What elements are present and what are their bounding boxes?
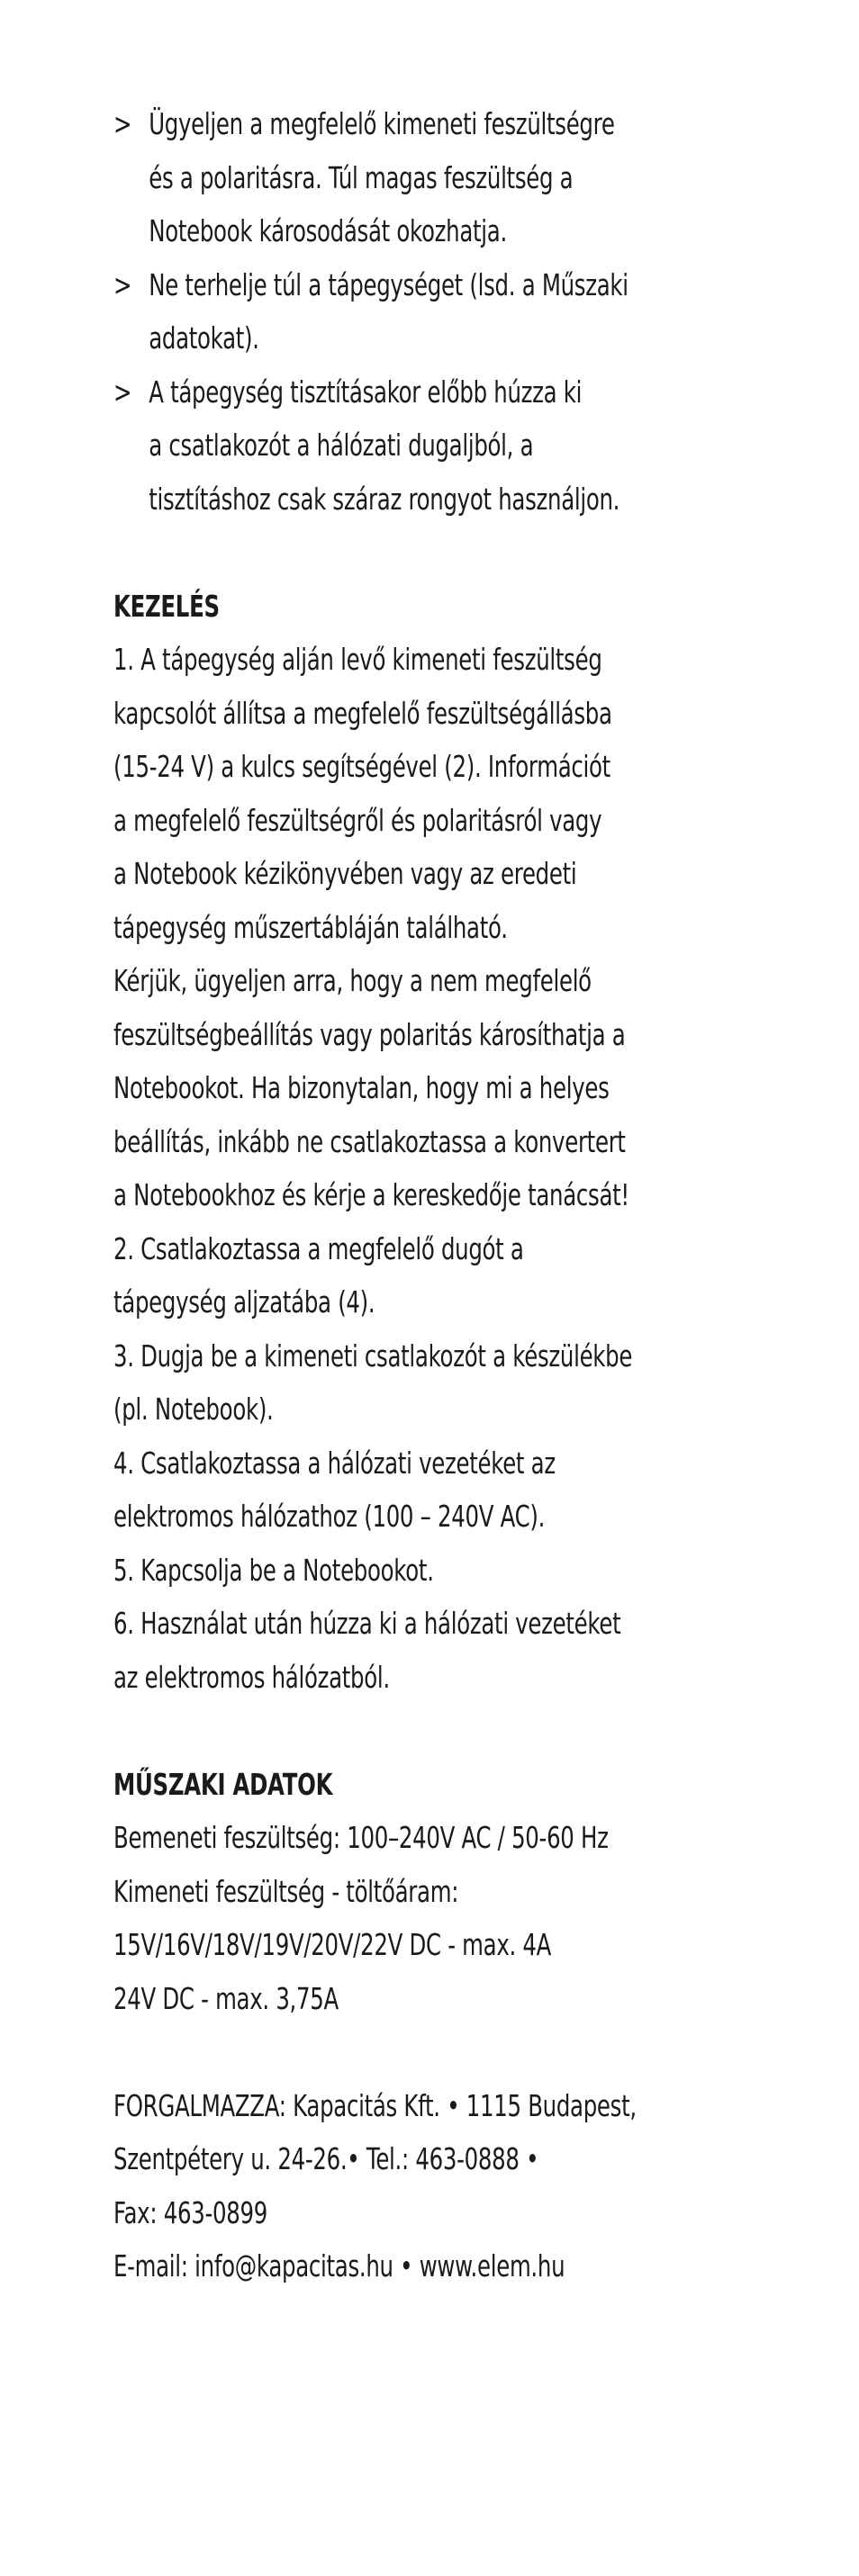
section-spacer: [113, 2025, 798, 2079]
fax-line: Fax: 463-0899: [113, 2194, 267, 2230]
distributor-line: FORGALMAZZA: Kapacitás Kft. • 1115 Budapest,: [113, 2087, 637, 2123]
instruction-step: 4. Csatlakoztassa a hálózati vezetéket az elektromos hálózathoz (100 – 240V AC).: [113, 1445, 556, 1534]
instruction-step: 1. A tápegység alján levő kimeneti feszültség kapcsolót állítsa a megfelelő feszültségállásba (15-24 V) a kulcs segítségével (2). Információt a megfelelő feszültségről és polaritásról vagy a Notebook kézikönyvében vagy az eredeti tápegység műszertábláján található.: [113, 642, 612, 945]
bullet-item: [113, 365, 798, 527]
instruction-step: 3. Dugja be a kimeneti csatlakozót a készülékbe (pl. Notebook).: [113, 1338, 633, 1427]
spec-line: Bemeneti feszültség: 100–240V AC / 50-60 Hz: [113, 1820, 609, 1855]
bullet-marker: >: [113, 374, 132, 410]
spec-line: 24V DC - max. 3,75A: [113, 1980, 339, 2016]
spec-line: Kimeneti feszültség - töltőáram:: [113, 1873, 459, 1909]
manual-text: [113, 97, 798, 2293]
safety-bullet-list: [113, 97, 798, 526]
instruction-step: 5. Kapcsolja be a Notebookot.: [113, 1552, 434, 1588]
bullet-item: [113, 258, 798, 365]
section-heading-kezeles: KEZELÉS: [113, 588, 220, 624]
address-line: Szentpétery u. 24-26.• Tel.: 463-0888 •: [113, 2141, 539, 2176]
bullet-marker: >: [113, 106, 132, 141]
bullet-marker: >: [113, 266, 132, 302]
manual-page: [113, 97, 798, 2293]
instruction-step: 6. Használat után húzza ki a hálózati vezetéket az elektromos hálózatból.: [113, 1606, 621, 1695]
bullet-text: Ne terhelje túl a tápegységet (lsd. a Műszaki adatokat).: [149, 266, 628, 356]
section-heading-muszaki-adatok: MŰSZAKI ADATOK: [113, 1766, 333, 1802]
bullet-text: Ügyeljen a megfelelő kimeneti feszültségre és a polaritásra. Túl magas feszültség a Notebook károsodását okozhatja.: [149, 106, 615, 248]
bullet-text: A tápegység tisztításakor előbb húzza ki a csatlakozót a hálózati dugaljból, a tisztításhoz csak száraz rongyot használjon.: [149, 374, 620, 517]
warning-paragraph: Kérjük, ügyeljen arra, hogy a nem megfelelő feszültségbeállítás vagy polaritás károsíthatja a Notebookot. Ha bizonytalan, hogy mi a helyes beállítás, inkább ne csatlakoztassa a konvertert a Notebookhoz és kérje a kereskedője tanácsát!: [113, 963, 629, 1212]
bullet-item: [113, 97, 798, 258]
spec-line: 15V/16V/18V/19V/20V/22V DC - max. 4A: [113, 1927, 552, 1962]
instruction-step: 2. Csatlakoztassa a megfelelő dugót a tápegység aljzatába (4).: [113, 1230, 524, 1320]
email-web-line: E-mail: info@kapacitas.hu • www.elem.hu: [113, 2248, 565, 2283]
